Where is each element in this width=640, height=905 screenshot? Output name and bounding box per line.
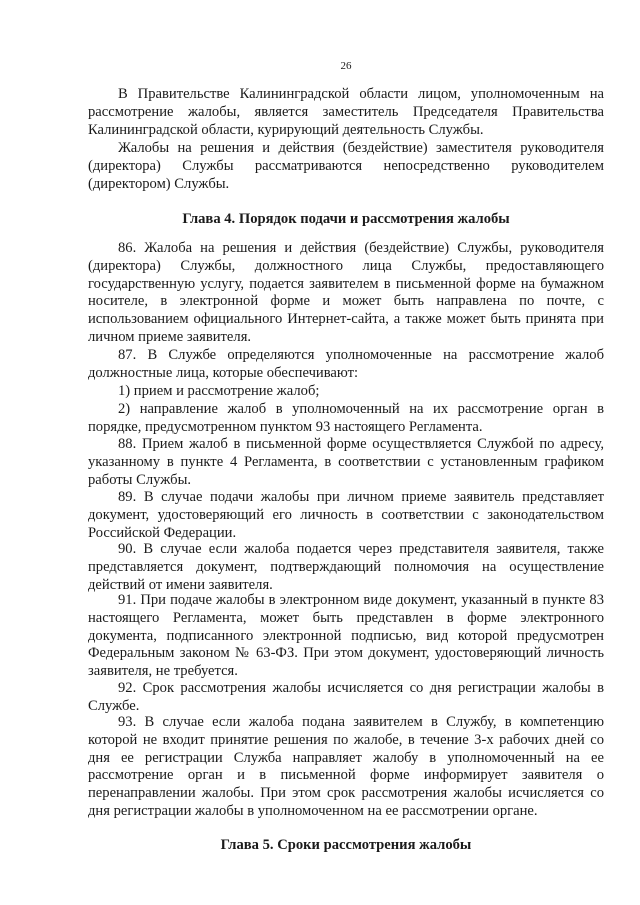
paragraph-89: 89. В случае подачи жалобы при личном приеме заявитель представляет документ, удостоверяющий его личность в соответствии с законодательством Российской Федерации. [88,489,604,541]
chapter-5-heading: Глава 5. Сроки рассмотрения жалобы [220,837,472,853]
paragraph-92: 92. Срок рассмотрения жалобы исчисляется со дня регистрации жалобы в Службе. [88,680,604,714]
paragraph-93: 93. В случае если жалоба подана заявителем в Службу, в компетенцию которой не входит принятие решения по жалобе, в течение 3-х рабочих дней со дня ее регистрации Служба направляет жалобу в уполномоченный на ее рассмотрение орган и в письменной форме информирует заявителя о перенаправлении жалобы. При этом срок рассмотрения жалобы исчисляется со дня регистрации жалобы в уполномоченном на ее рассмотрении органе. [88,714,604,819]
paragraph-87-item-2: 2) направление жалоб в уполномоченный на их рассмотрение орган в порядке, предусмотренном пунктом 93 настоящего Регламента. [88,401,604,435]
paragraph-intro-2: Жалобы на решения и действия (бездействие) заместителя руководителя (директора) Службы рассматриваются непосредственно руководителем (директором) Службы. [88,140,604,192]
chapter-4-heading: Глава 4. Порядок подачи и рассмотрения жалобы [182,211,510,227]
paragraph-intro-1: В Правительстве Калининградской области лицом, уполномоченным на рассмотрение жалобы, является заместитель Председателя Правительства Калининградской области, курирующий деятельность Службы. [88,86,604,138]
paragraph-88: 88. Прием жалоб в письменной форме осуществляется Службой по адресу, указанному в пункте 4 Регламента, в соответствии с установленным графиком работы Службы. [88,436,604,488]
paragraph-87: 87. В Службе определяются уполномоченные на рассмотрение жалоб должностные лица, которые обеспечивают: [88,347,604,381]
paragraph-87-item-1: 1) прием и рассмотрение жалоб; [118,383,320,399]
paragraph-91: 91. При подаче жалобы в электронном виде документ, указанный в пункте 83 настоящего Регламента, может быть представлен в форме электронного документа, подписанного электронной подписью, вид которой предусмотрен Федеральным законом № 63-ФЗ. При этом документ, удостоверяющий личность заявителя, не требуется. [88,592,604,680]
page-number: 26 [340,60,352,72]
paragraph-90: 90. В случае если жалоба подается через представителя заявителя, также представляется документ, подтверждающий полномочия на осуществление действий от имени заявителя. [88,541,604,593]
paragraph-86: 86. Жалоба на решения и действия (бездействие) Службы, руководителя (директора) Службы, должностного лица Службы, предоставляющего государственную услугу, подается заявителем в письменной форме на бумажном носителе, в электронной форме и может быть направлена по почте, с использованием официального Интернет-сайта, а также может быть принята при личном приеме заявителя. [88,240,604,345]
